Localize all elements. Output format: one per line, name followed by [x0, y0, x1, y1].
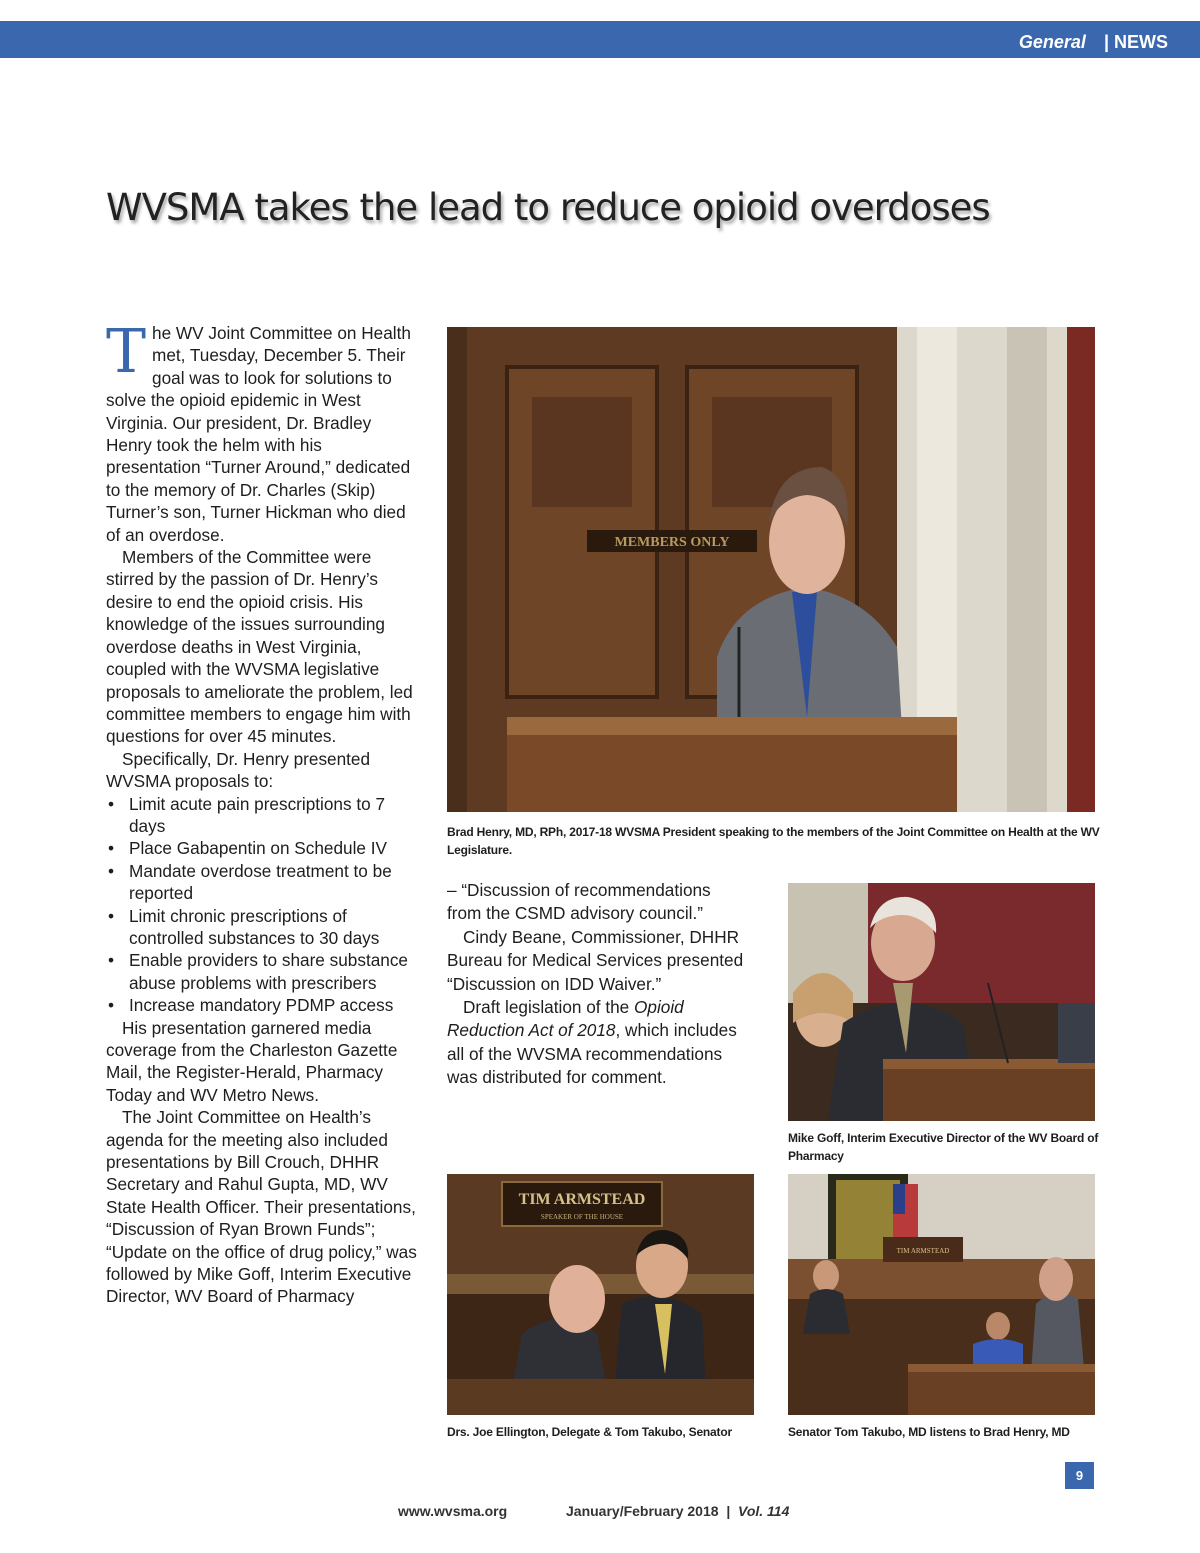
- list-item: • Enable providers to share substance abuse problems with prescribers: [106, 949, 418, 994]
- photo-ellington-takubo: [447, 1174, 754, 1415]
- paragraph-beane: Cindy Beane, Commissioner, DHHR Bureau for Medical Services presented “Discussion on IDD Waiver.”: [447, 926, 744, 994]
- article-column-2: [447, 879, 747, 1090]
- photo-takubo-listens-image: [788, 1174, 1095, 1415]
- footer-volume: Vol. 114: [738, 1503, 790, 1519]
- page-number: 9: [1065, 1462, 1094, 1489]
- photo-brad-henry-image: [447, 327, 1095, 812]
- proposal-list: [106, 793, 418, 1017]
- speaker-sign-small: TIM ARMSTEAD: [896, 1247, 950, 1255]
- article-column-1: [106, 317, 418, 1308]
- act-name: Opioid Reduction Act of 2018: [447, 997, 684, 1041]
- photo-ellington-takubo-image: [447, 1174, 754, 1415]
- photo-mike-goff: [788, 883, 1095, 1121]
- members-only-sign: MEMBERS ONLY: [614, 535, 730, 550]
- paragraph-draft: [447, 996, 747, 1090]
- list-item: • Increase mandatory PDMP access: [106, 994, 418, 1016]
- section-divider: |: [1103, 32, 1109, 52]
- footer-divider: |: [726, 1503, 731, 1519]
- list-item: • Limit acute pain prescriptions to 7 days: [106, 793, 418, 838]
- section-category: NEWS: [1114, 32, 1168, 52]
- footer-issue-date: January/February 2018: [566, 1503, 719, 1519]
- caption-ellington-photo: Drs. Joe Ellington, Delegate & Tom Takubo, Senator: [447, 1425, 732, 1439]
- draft-text-post: , which includes all of the WVSMA recommendations was distributed for comment.: [447, 1020, 737, 1088]
- caption-goff-photo: Mike Goff, Interim Executive Director of the WV Board of Pharmacy: [788, 1131, 1099, 1163]
- drop-cap: T: [106, 317, 147, 387]
- photo-takubo-listens: [788, 1174, 1095, 1415]
- draft-text-pre: Draft legislation of the: [463, 997, 635, 1018]
- section-name: General: [1018, 32, 1086, 52]
- paragraph-intro: [106, 317, 418, 546]
- photo-brad-henry: [447, 327, 1095, 812]
- paragraph-intro-text: he WV Joint Committee on Health met, Tuesday, December 5. Their goal was to look for solutions to solve the opioid epidemic in West Virginia. Our president, Dr. Bradley Henry took the helm with his presentation “Turner Around,” dedicated to the memory of Dr. Charles (Skip) Turner’s son, Turner Hickman who died of an overdose.: [106, 323, 411, 545]
- caption-takubo-photo: Senator Tom Takubo, MD listens to Brad Henry, MD: [788, 1425, 1070, 1439]
- footer-issue: [566, 1503, 789, 1519]
- list-item: • Mandate overdose treatment to be reported: [106, 860, 418, 905]
- caption-main-photo: Brad Henry, MD, RPh, 2017-18 WVSMA President speaking to the members of the Joint Committee on Health at the WV Legislature.: [447, 825, 1100, 857]
- footer-website: www.wvsma.org: [398, 1503, 508, 1519]
- photo-mike-goff-image: [788, 883, 1095, 1121]
- article-title: WVSMA takes the lead to reduce opioid overdoses: [106, 186, 990, 229]
- paragraph-committee: Members of the Committee were stirred by the passion of Dr. Henry’s desire to end the opioid crisis. His knowledge of the issues surrounding overdose deaths in West Virginia, coupled with the WVSMA legislative proposals to ameliorate the problem, led committee members to engage him with questions for over 45 minutes.: [106, 547, 413, 747]
- section-label: [1019, 32, 1168, 53]
- section-banner: [0, 21, 1200, 58]
- list-item: • Place Gabapentin on Schedule IV: [106, 837, 418, 859]
- speaker-sign-title: TIM ARMSTEAD: [518, 1191, 646, 1208]
- paragraph-proposals-intro: Specifically, Dr. Henry presented WVSMA proposals to:: [106, 748, 371, 792]
- paragraph-media: His presentation garnered media coverage from the Charleston Gazette Mail, the Register-Herald, Pharmacy Today and WV Metro News.: [106, 1017, 398, 1105]
- speaker-sign-subtitle: SPEAKER OF THE HOUSE: [540, 1213, 624, 1221]
- paragraph-agenda: The Joint Committee on Health’s agenda for the meeting also included presentations by Bill Crouch, DHHR Secretary and Rahul Gupta, MD, WV State Health Officer. Their presentations, “Discussion of Ryan Brown Funds”; “Update on the office of drug policy,” was followed by Mike Goff, Interim Executive Director, WV Board of Pharmacy: [106, 1107, 417, 1307]
- paragraph-csmd: – “Discussion of recommendations from the CSMD advisory council.”: [447, 880, 711, 924]
- list-item: • Limit chronic prescriptions of controlled substances to 30 days: [106, 905, 418, 950]
